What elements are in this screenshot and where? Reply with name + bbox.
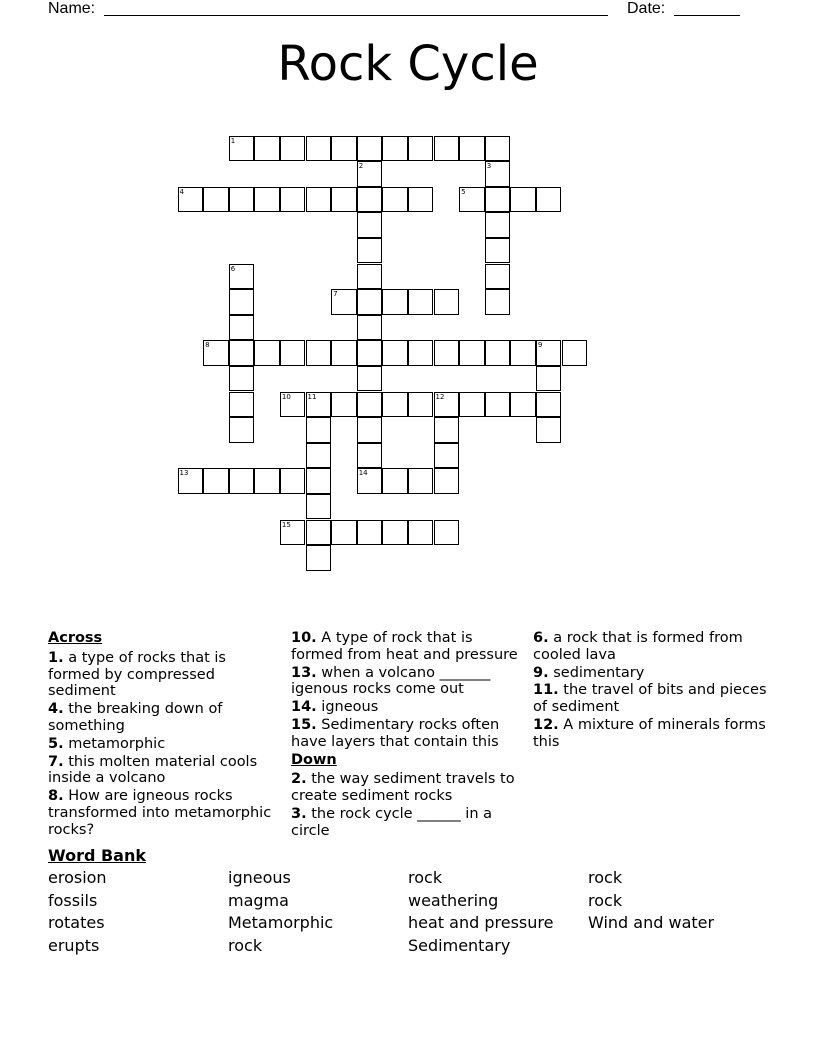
crossword-cell[interactable] (178, 187, 204, 213)
clue-number-label: 5 (461, 187, 466, 196)
crossword-cell[interactable] (306, 443, 332, 469)
crossword-cell[interactable] (485, 264, 511, 290)
word-bank-item: magma (228, 890, 289, 910)
crossword-cell[interactable] (434, 340, 460, 366)
clue-number: 4. (48, 701, 64, 718)
word-bank-item: Metamorphic (228, 913, 334, 933)
word-bank-item: weathering (408, 890, 499, 910)
crossword-cell[interactable] (306, 340, 332, 366)
crossword-cell[interactable] (382, 187, 408, 213)
crossword-cell[interactable] (331, 520, 357, 546)
crossword-cell[interactable] (357, 264, 383, 290)
crossword-cell[interactable] (485, 238, 511, 264)
crossword-cell[interactable] (331, 136, 357, 162)
crossword-cell[interactable] (229, 136, 255, 162)
crossword-cell[interactable] (254, 187, 280, 213)
crossword-cell[interactable] (229, 264, 255, 290)
clue-number-label: 13 (179, 469, 189, 478)
clue-text: A mixture of minerals forms this (533, 716, 766, 750)
clue-text: the rock cycle ______ in a circle (291, 805, 493, 839)
crossword-cell[interactable] (306, 392, 332, 418)
crossword-cell[interactable] (485, 392, 511, 418)
page-title: Rock Cycle (277, 36, 539, 92)
clue-number-label: 12 (435, 392, 445, 401)
crossword-cell[interactable] (485, 187, 511, 213)
word-bank-item: heat and pressure (408, 913, 554, 933)
crossword-cell[interactable] (408, 136, 434, 162)
crossword-cell[interactable] (357, 417, 383, 443)
word-bank-title: Word Bank (48, 846, 147, 865)
crossword-cell[interactable] (357, 392, 383, 418)
clue-number-label: 2 (358, 162, 364, 171)
clue-number: 3. (291, 805, 307, 822)
across-clue-7 (48, 754, 280, 788)
crossword-cell[interactable] (408, 289, 434, 315)
clue-number: 7. (48, 753, 64, 770)
across-clue-15 (291, 717, 523, 751)
word-bank-item: igneous (228, 868, 291, 887)
word-bank-item: rotates (48, 913, 105, 933)
clue-number: 13. (291, 664, 317, 681)
clue-number-label: 10 (281, 392, 291, 401)
crossword-cell[interactable] (331, 187, 357, 213)
crossword-cell[interactable] (306, 468, 332, 494)
clues-column-2 (291, 630, 523, 841)
crossword-cell[interactable] (229, 366, 255, 392)
clue-number-label: 1 (230, 136, 236, 145)
crossword-cell[interactable] (229, 340, 255, 366)
clue-text: Sedimentary rocks often have layers that contain this (291, 716, 500, 750)
word-bank-grid (48, 868, 768, 956)
crossword-cell[interactable] (254, 136, 280, 162)
clue-number-label: 11 (307, 392, 317, 401)
crossword-cell[interactable] (357, 238, 383, 264)
clue-number: 8. (48, 788, 64, 805)
crossword-cell[interactable] (408, 340, 434, 366)
crossword-cell[interactable] (357, 289, 383, 315)
clue-number: 1. (48, 649, 64, 666)
crossword-cell[interactable] (229, 392, 255, 418)
down-heading: Down (291, 751, 337, 768)
clue-text: igneous (321, 699, 379, 716)
clue-text: a rock that is formed from cooled lava (533, 630, 743, 663)
down-clue-2 (291, 771, 523, 805)
clue-number-label: 3 (486, 162, 492, 171)
crossword-cell[interactable] (485, 289, 511, 315)
crossword-cell[interactable] (536, 366, 562, 392)
crossword-cell[interactable] (229, 315, 255, 341)
clue-number-label: 15 (281, 520, 291, 529)
crossword-cell[interactable] (357, 161, 383, 187)
crossword-cell[interactable] (536, 340, 562, 366)
word-bank-item: Sedimentary (408, 935, 511, 955)
clue-text: when a volcano _______ igenous rocks come out (291, 664, 491, 698)
crossword-cell[interactable] (382, 392, 408, 418)
word-bank-item: rock (408, 868, 443, 887)
word-bank (48, 846, 768, 956)
clue-number-label: 9 (537, 341, 543, 350)
crossword-cell[interactable] (306, 494, 332, 520)
word-bank-item: rock (588, 890, 623, 910)
crossword-cell[interactable] (229, 289, 255, 315)
across-heading: Across (48, 630, 103, 646)
word-bank-item: rock (228, 935, 263, 955)
crossword-cell[interactable] (434, 468, 460, 494)
clue-number-label: 14 (358, 469, 368, 478)
crossword-cell[interactable] (510, 392, 536, 418)
crossword-cell[interactable] (357, 340, 383, 366)
down-clue-12 (533, 717, 773, 751)
crossword-cell[interactable] (408, 187, 434, 213)
crossword-cell[interactable] (357, 443, 383, 469)
clue-text: How are igneous rocks transformed into metamorphic rocks? (48, 788, 272, 838)
down-clue-11 (533, 682, 773, 716)
clue-number: 2. (291, 771, 307, 788)
crossword-cell[interactable] (306, 417, 332, 443)
crossword-cell[interactable] (357, 468, 383, 494)
crossword-cell[interactable] (485, 340, 511, 366)
crossword-cell[interactable] (408, 392, 434, 418)
crossword-cell[interactable] (382, 468, 408, 494)
clue-number-label: 8 (205, 341, 210, 350)
crossword-cell[interactable] (485, 136, 511, 162)
clue-number: 11. (533, 682, 559, 699)
crossword-cell[interactable] (178, 468, 204, 494)
clue-text: sedimentary (553, 664, 645, 681)
crossword-cell[interactable] (229, 468, 255, 494)
crossword-cell[interactable] (357, 315, 383, 341)
word-bank-item: fossils (48, 890, 98, 910)
clue-text: the breaking down of something (48, 701, 223, 734)
down-clue-6 (533, 630, 773, 664)
crossword-cell[interactable] (485, 161, 511, 187)
crossword-cell[interactable] (434, 443, 460, 469)
clue-text: the way sediment travels to create sediment rocks (291, 771, 515, 805)
crossword-cell[interactable] (562, 340, 588, 366)
across-clue-1 (48, 650, 280, 700)
down-clue-3 (291, 806, 523, 840)
crossword-cell[interactable] (382, 289, 408, 315)
word-bank-item: erupts (48, 935, 100, 955)
crossword-cell[interactable] (357, 136, 383, 162)
crossword-cell[interactable] (434, 417, 460, 443)
clue-text: the travel of bits and pieces of sediment (533, 682, 767, 716)
crossword-cell[interactable] (280, 392, 306, 418)
crossword-cell[interactable] (382, 136, 408, 162)
across-clue-5 (48, 736, 280, 753)
crossword-cell[interactable] (280, 520, 306, 546)
crossword-cell[interactable] (536, 187, 562, 213)
crossword-cell[interactable] (280, 340, 306, 366)
crossword-cell[interactable] (536, 392, 562, 418)
crossword-cell[interactable] (434, 520, 460, 546)
crossword-cell[interactable] (280, 187, 306, 213)
clues-column-1 (48, 630, 280, 840)
word-bank-item: Wind and water (588, 913, 715, 933)
crossword-cell[interactable] (306, 136, 332, 162)
name-label: Name: (48, 0, 96, 17)
clue-text: a type of rocks that is formed by compressed sediment (48, 649, 226, 700)
crossword-cell[interactable] (459, 392, 485, 418)
clue-number: 15. (291, 716, 317, 733)
clue-number: 14. (291, 699, 317, 716)
clue-number: 12. (533, 716, 559, 733)
crossword-cell[interactable] (254, 340, 280, 366)
crossword-cell[interactable] (306, 520, 332, 546)
word-bank-item: rock (588, 868, 623, 887)
across-clue-4 (48, 701, 280, 735)
crossword-cell[interactable] (408, 520, 434, 546)
crossword-cell[interactable] (434, 136, 460, 162)
crossword-cell[interactable] (203, 187, 229, 213)
crossword-cell[interactable] (203, 468, 229, 494)
crossword-cell[interactable] (459, 340, 485, 366)
crossword-cell[interactable] (382, 340, 408, 366)
crossword-cell[interactable] (331, 289, 357, 315)
clue-text: A type of rock that is formed from heat and pressure (291, 630, 518, 663)
crossword-cell[interactable] (306, 545, 332, 571)
crossword-cell[interactable] (331, 392, 357, 418)
clue-number-label: 7 (333, 290, 338, 299)
clue-number-label: 4 (179, 187, 184, 196)
crossword-cell[interactable] (254, 468, 280, 494)
crossword-cell[interactable] (357, 366, 383, 392)
word-bank-item: erosion (48, 868, 107, 887)
crossword-cell[interactable] (434, 392, 460, 418)
crossword-cell[interactable] (306, 187, 332, 213)
crossword-cell[interactable] (357, 212, 383, 238)
clue-number: 5. (48, 735, 64, 752)
crossword-cell[interactable] (510, 187, 536, 213)
clue-number: 6. (533, 630, 549, 646)
crossword-cell[interactable] (331, 340, 357, 366)
clue-number-label: 6 (230, 264, 236, 273)
crossword-cell[interactable] (280, 468, 306, 494)
crossword-cell[interactable] (485, 212, 511, 238)
crossword-cell[interactable] (510, 340, 536, 366)
crossword-cell[interactable] (434, 289, 460, 315)
clue-number: 9. (533, 664, 549, 681)
date-label: Date: (627, 0, 666, 17)
clues-column-3 (533, 630, 773, 752)
crossword-cell[interactable] (459, 136, 485, 162)
clue-number: 10. (291, 630, 317, 646)
crossword-cell[interactable] (280, 136, 306, 162)
across-clue-10 (291, 630, 523, 664)
across-clue-13 (291, 665, 523, 699)
clue-text: this molten material cools inside a volcano (48, 753, 258, 787)
down-clue-9 (533, 665, 773, 682)
across-clue-8 (48, 788, 280, 838)
crossword-cell[interactable] (357, 187, 383, 213)
crossword-cell[interactable] (229, 187, 255, 213)
crossword-cell[interactable] (536, 417, 562, 443)
crossword-cell[interactable] (382, 520, 408, 546)
clue-text: metamorphic (68, 735, 166, 752)
crossword-cell[interactable] (459, 187, 485, 213)
crossword-cell[interactable] (408, 468, 434, 494)
crossword-cell[interactable] (203, 340, 229, 366)
crossword-cell[interactable] (357, 520, 383, 546)
across-clue-14 (291, 699, 523, 716)
crossword-cell[interactable] (229, 417, 255, 443)
